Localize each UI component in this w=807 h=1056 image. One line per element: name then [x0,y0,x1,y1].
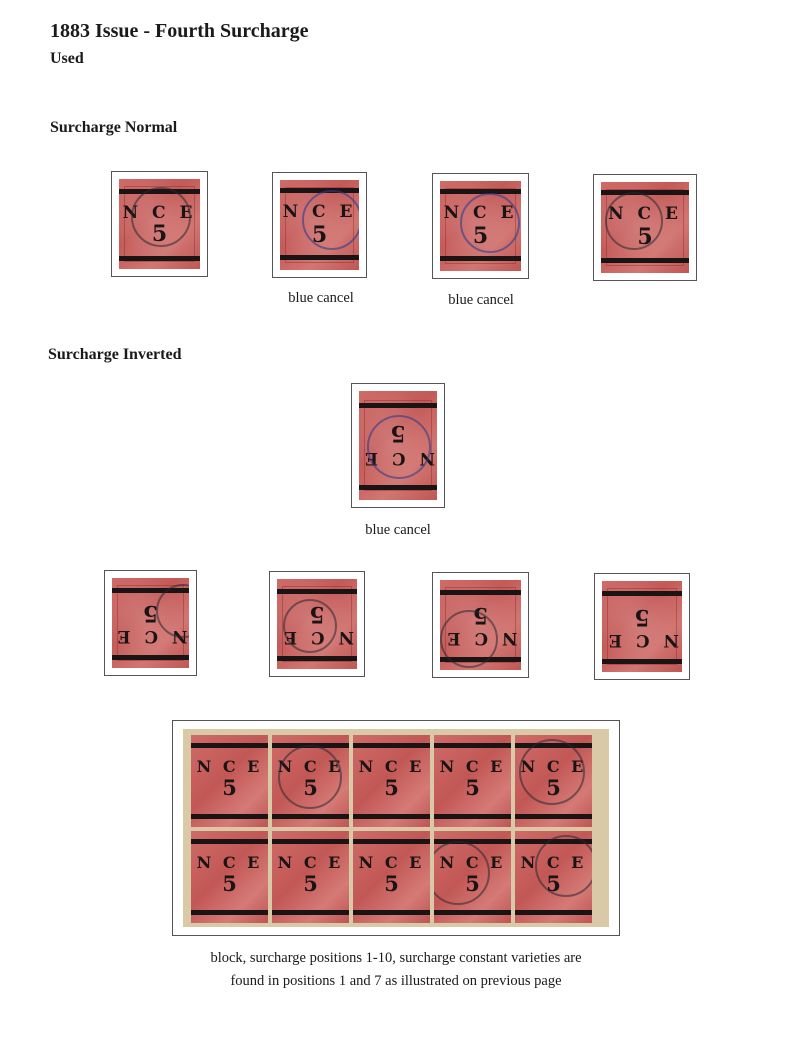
stamp-inverted-1 [104,570,197,676]
surcharge-letters: N C E [605,630,679,650]
surcharge-letters: N C E [113,626,188,646]
surcharge-letters: N C E [443,628,518,648]
block-stamp [353,831,430,923]
stamp-inverted-2 [269,571,365,677]
stamp-image [112,578,189,668]
surcharge-bar-bottom [280,255,359,260]
stamp-normal-3 [432,173,529,279]
caption-blue-cancel: blue cancel [288,290,354,306]
block-caption-line-2: found in positions 1 and 7 as illustrated on previous page [230,973,562,989]
surcharge-bar-bottom [601,258,689,263]
stamp-normal-2 [272,172,367,278]
block-backing-paper [183,729,609,927]
surcharge-number: 5 [546,775,561,800]
stamp-image [119,179,200,269]
surcharge-number: 5 [222,871,237,896]
block-stamp [515,735,592,827]
surcharge-letters: N C E [280,627,354,647]
surcharge-number: 5 [390,420,406,446]
postmark-cancel [278,745,342,809]
section-heading-normal: Surcharge Normal [50,119,178,136]
block-stamp [434,831,511,923]
surcharge-number: 5 [637,224,653,250]
stamp-inverted-4 [594,573,690,680]
blue-postmark-cancel [367,415,431,479]
surcharge-bar-top [359,485,437,490]
stamp-image [440,580,521,670]
surcharge-number: 5 [222,775,237,800]
stamp-image [440,181,521,271]
postmark-cancel [535,835,592,897]
surcharge-number: 5 [472,602,489,628]
stamp-normal-1 [111,171,208,277]
blue-postmark-cancel [460,193,520,253]
surcharge-bar-top [112,655,189,660]
postmark-cancel [440,610,498,668]
surcharge-number: 5 [142,600,159,626]
surcharge-number: 5 [303,775,318,800]
section-heading-inverted: Surcharge Inverted [48,346,182,363]
stamp-image [359,391,437,500]
surcharge-letters: N C E [277,757,344,776]
surcharge-number: 5 [384,775,399,800]
block-stamp [353,735,430,827]
surcharge-letters: N C E [122,203,197,223]
block-stamp [434,735,511,827]
block-caption-line-1: block, surcharge positions 1-10, surcharge constant varieties are [210,950,582,966]
postmark-cancel [519,739,585,805]
surcharge-letters: N C E [358,757,425,776]
surcharge-number: 5 [151,221,168,247]
surcharge-letters: N C E [439,853,506,872]
page-title: 1883 Issue - Fourth Surcharge [50,20,309,42]
surcharge-number: 5 [546,871,561,896]
surcharge-letters: N C E [361,448,435,468]
postmark-cancel [283,599,337,653]
surcharge-letters: N C E [608,204,682,224]
surcharge-letters: N C E [196,757,263,776]
stamp-normal-4 [593,174,697,281]
surcharge-number: 5 [384,871,399,896]
postmark-cancel [131,187,191,247]
surcharge-bar-bottom [602,591,682,596]
page-subtitle: Used [50,50,84,67]
surcharge-bar-top [277,656,357,661]
surcharge-bar-bottom [277,589,357,594]
caption-blue-cancel: blue cancel [365,522,431,538]
surcharge-number: 5 [465,871,480,896]
surcharge-letters: N C E [439,757,506,776]
surcharge-letters: N C E [520,853,587,872]
surcharge-letters: N C E [277,853,344,872]
block-stamp [191,831,268,923]
stamp-inverted-single [351,383,445,508]
surcharge-letters: N C E [282,202,357,222]
surcharge-bar-top [602,659,682,664]
stamp-image [280,180,359,270]
blue-postmark-cancel [302,190,359,250]
surcharge-number: 5 [311,222,328,248]
postmark-cancel [605,192,663,250]
surcharge-number: 5 [472,223,489,249]
surcharge-letters: N C E [443,203,518,223]
surcharge-number: 5 [465,775,480,800]
surcharge-letters: N C E [358,853,425,872]
surcharge-bar-bottom [359,403,437,408]
stamp-inverted-3 [432,572,529,678]
surcharge-number: 5 [634,604,650,630]
stamp-block-of-ten [172,720,620,936]
block-stamp [272,831,349,923]
block-stamp [272,735,349,827]
surcharge-letters: N C E [196,853,263,872]
block-stamp [191,735,268,827]
block-stamp [515,831,592,923]
surcharge-bar-bottom [119,256,200,261]
surcharge-number: 5 [303,871,318,896]
surcharge-bar-bottom [440,590,521,595]
stamp-image [277,579,357,669]
stamp-image [601,182,689,273]
surcharge-bar-bottom [440,256,521,261]
surcharge-number: 5 [309,601,325,627]
stamp-image [602,581,682,672]
surcharge-letters: N C E [520,757,587,776]
caption-blue-cancel: blue cancel [448,292,514,308]
